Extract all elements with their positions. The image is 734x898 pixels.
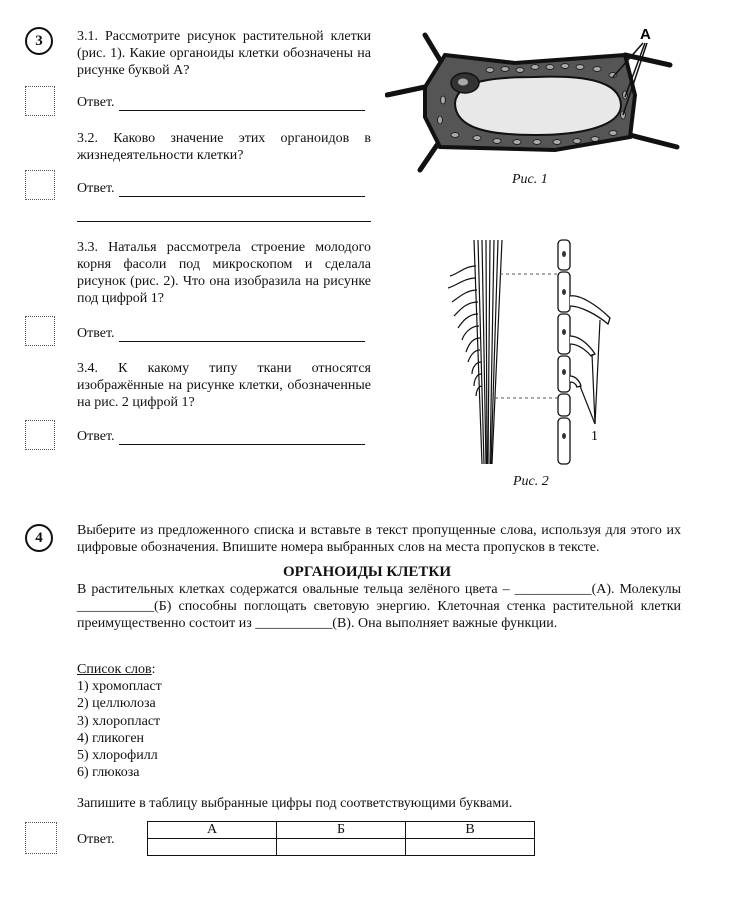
answer-cell-b[interactable] <box>277 839 406 856</box>
word-list-colon: : <box>151 662 156 677</box>
score-box-3-1[interactable] <box>25 86 55 116</box>
task4-instruction: Выберите из предложенного списка и вставьте в текст пропущенные слова, используя для этого их цифровые обозначения. Впишите номера выбранных слов на места пропусков в тексте. <box>77 523 681 555</box>
table-header-b: Б <box>277 822 406 839</box>
answer-line-3-2[interactable] <box>77 180 365 197</box>
question-3-2: 3.2. Каково значение этих органоидов в жизнедеятельности клетки? <box>77 131 371 163</box>
score-box-3-2[interactable] <box>25 170 55 200</box>
score-box-4[interactable] <box>25 822 57 854</box>
root-figure <box>440 236 620 468</box>
answer-table <box>147 821 535 856</box>
task-number-badge: 4 <box>25 524 53 552</box>
table-header-v: В <box>406 822 535 839</box>
plant-cell-figure <box>385 25 685 175</box>
list-item: 2) целлюлоза <box>77 696 156 712</box>
list-item: 4) гликоген <box>77 730 145 746</box>
list-item: 3) хлоропласт <box>77 713 161 729</box>
fill-in-text: В растительных клетках содержатся овальные тельца зелёного цвета – ___________(А). Молекулы ___________(Б) способны поглощать световую энергию. Клеточная стенка растительной клетки преимущественно состоит из ___________(В). Она выполняет важные функции. <box>77 582 681 631</box>
answer-line-3-2-extra[interactable] <box>77 221 371 222</box>
section-title: ОРГАНОИДЫ КЛЕТКИ <box>283 564 451 580</box>
answer-cell-a[interactable] <box>148 839 277 856</box>
word-list-title: Список слов <box>77 662 152 677</box>
table-header-a: А <box>148 822 277 839</box>
list-item: 5) хлорофилл <box>77 748 158 764</box>
answer-line-3-1[interactable] <box>77 94 365 111</box>
fig1-label-a: А <box>640 26 651 43</box>
task-number-badge: 3 <box>25 27 53 55</box>
fig2-caption: Рис. 2 <box>513 474 549 489</box>
answer-label: Ответ. <box>77 832 115 847</box>
question-3-3: 3.3. Наталья рассмотрела строение молодого корня фасоли под микроскопом и сделала рисунок (рис. 2). Что она изобразила на рисунке под цифрой 1? <box>77 240 371 306</box>
answer-cell-v[interactable] <box>406 839 535 856</box>
list-item: 1) хромопласт <box>77 679 162 695</box>
score-box-3-4[interactable] <box>25 420 55 450</box>
table-instruction: Запишите в таблицу выбранные цифры под соответствующими буквами. <box>77 796 513 811</box>
list-item: 6) глюкоза <box>77 765 140 781</box>
answer-label: Ответ. <box>77 326 115 341</box>
fig2-label-1: 1 <box>591 429 598 444</box>
question-3-4: 3.4. К какому типу ткани относятся изображённые на рисунке клетки, обозначенные на рис. 2 цифрой 1? <box>77 361 371 410</box>
answer-line-3-3[interactable] <box>77 325 365 342</box>
score-box-3-3[interactable] <box>25 316 55 346</box>
question-3-1: 3.1. Рассмотрите рисунок растительной клетки (рис. 1). Какие органоиды клетки обозначены на рисунке буквой А? <box>77 29 371 78</box>
word-list <box>77 661 162 781</box>
answer-label: Ответ. <box>77 95 115 110</box>
answer-label: Ответ. <box>77 181 115 196</box>
fig1-caption: Рис. 1 <box>512 172 548 187</box>
answer-line-3-4[interactable] <box>77 428 365 445</box>
answer-label: Ответ. <box>77 429 115 444</box>
